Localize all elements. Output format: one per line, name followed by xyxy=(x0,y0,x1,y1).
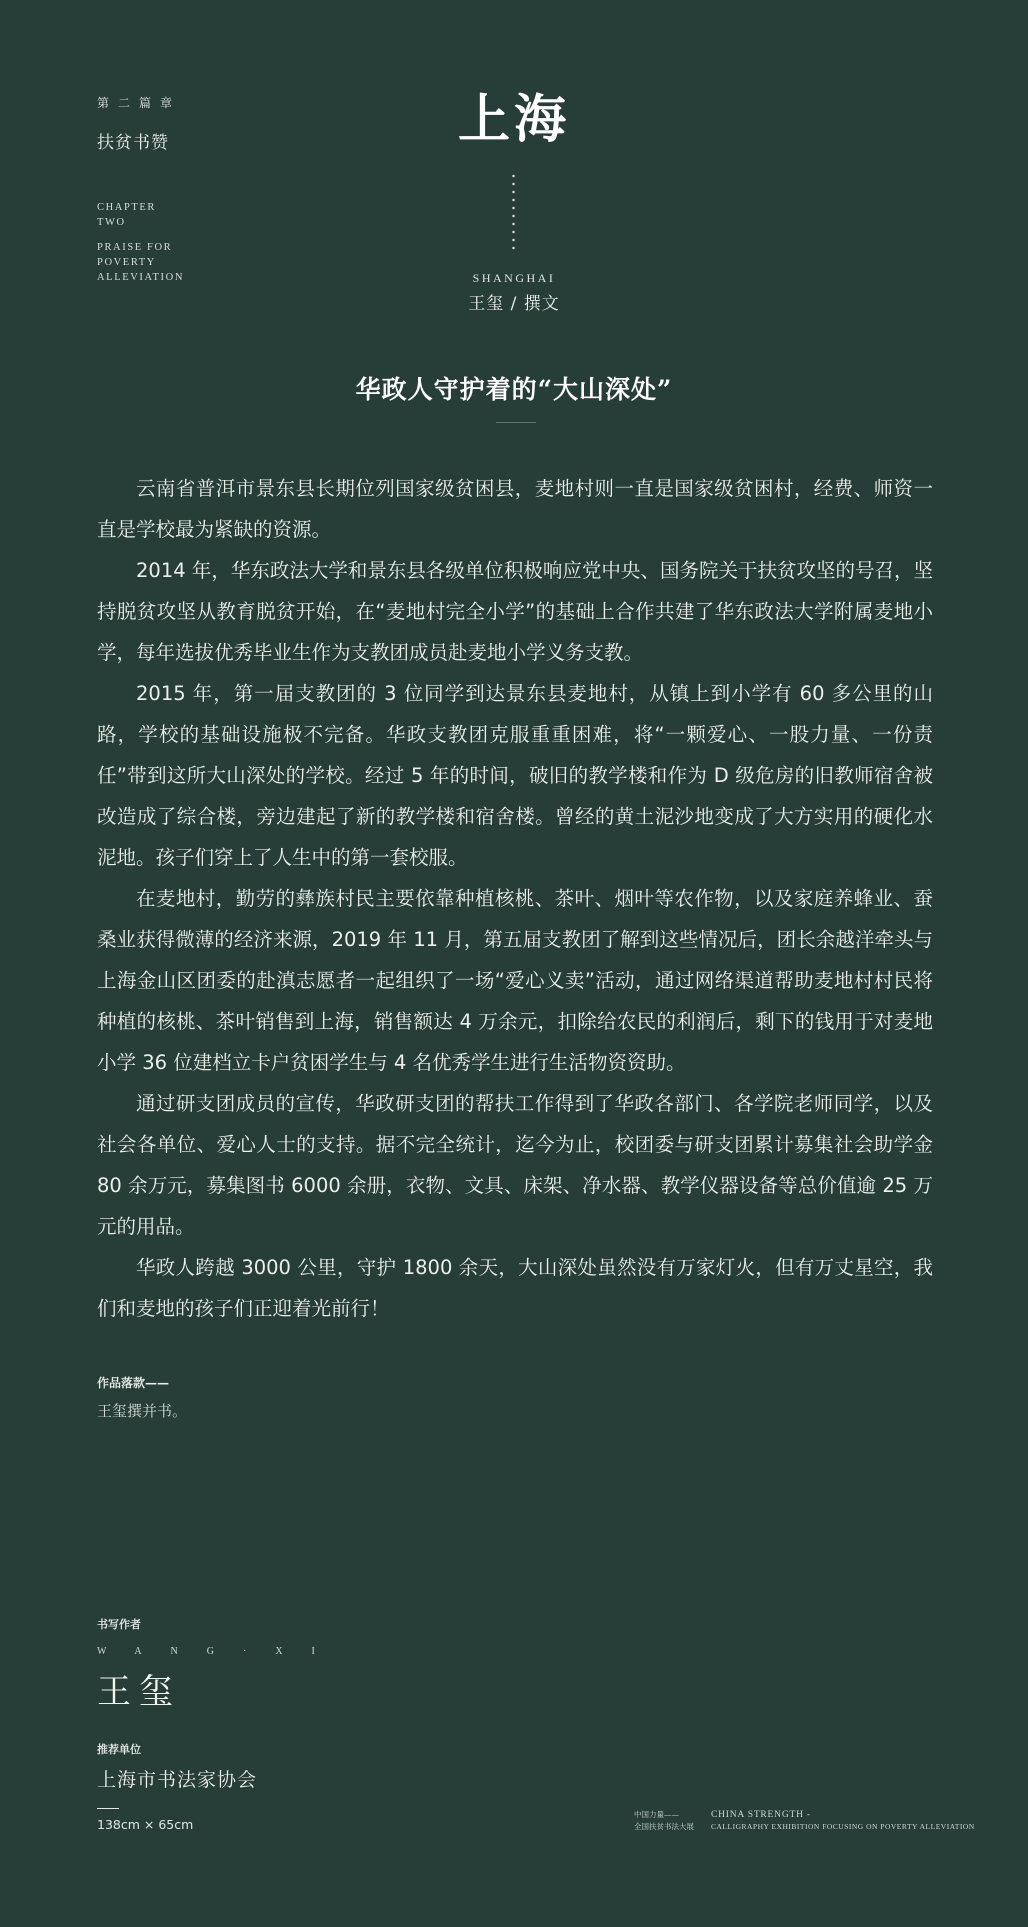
exhibition-logo xyxy=(634,1809,694,1833)
theme-en-line: PRAISE FOR xyxy=(97,242,173,253)
exhibition-title-line: CHINA STRENGTH - xyxy=(711,1810,811,1820)
chapter-en-line: TWO xyxy=(97,217,126,228)
exhibition-subtitle-line: CALLIGRAPHY EXHIBITION FOCUSING ON POVERTY ALLEVIATION xyxy=(711,1822,975,1831)
article-paragraph: 2015 年，第一届支教团的 3 位同学到达景东县麦地村，从镇上到小学有 60 多公里的山路，学校的基础设施极不完备。华政支教团克服重重困难，将“一颗爱心、一股力量、一份责任”带到这所大山深处的学校。经过 5 年的时间，破旧的教学楼和作为 D 级危房的旧教师宿舍被改造成了综合楼，旁边建起了新的教学楼和宿舍楼。曾经的黄土泥沙地变成了大方实用的硬化水泥地。孩子们穿上了人生中的第一套校服。 xyxy=(97,682,933,869)
artwork-dimensions: 138cm × 65cm xyxy=(97,1817,194,1832)
dotted-divider xyxy=(512,172,515,250)
inscription-label: 作品落款—— xyxy=(97,1376,170,1390)
title-divider xyxy=(496,422,536,423)
inscription-text: 王玺撰并书。 xyxy=(97,1402,188,1420)
article-paragraph: 在麦地村，勤劳的彝族村民主要依靠种植核桃、茶叶、烟叶等农作物，以及家庭养蜂业、蚕桑业获得微薄的经济来源，2019 年 11 月，第五届支教团了解到这些情况后，团长余越洋牵头与上海金山区团委的赴滇志愿者一起组织了一场“爱心义卖”活动，通过网络渠道帮助麦地村村民将种植的核桃、茶叶销售到上海，销售额达 4 万余元，扣除给农民的利润后，剩下的钱用于对麦地小学 36 位建档立卡户贫困学生与 4 名优秀学生进行生活物资资助。 xyxy=(97,887,933,1074)
writer-name-english: WANG·XI xyxy=(97,1646,344,1657)
recommend-label: 推荐单位 xyxy=(97,1743,141,1756)
chapter-number: 第二篇章 xyxy=(97,96,182,110)
article-paragraph: 云南省普洱市景东县长期位列国家级贫困县，麦地村则一直是国家级贫困村，经费、师资一直是学校最为紧缺的资源。 xyxy=(97,477,933,541)
exhibition-logo-line: 全国扶贫书法大展 xyxy=(634,1822,694,1831)
chapter-en-line: CHAPTER xyxy=(97,202,157,213)
theme-en-line: ALLEVIATION xyxy=(97,272,184,283)
city-english: SHANGHAI xyxy=(472,271,556,285)
dimensions-divider xyxy=(97,1808,119,1809)
exhibition-title-english xyxy=(711,1809,975,1833)
recommending-organization: 上海市书法家协会 xyxy=(97,1769,258,1791)
theme-en-line: POVERTY xyxy=(97,257,156,268)
exhibition-logo-line: 中国力量—— xyxy=(634,1810,679,1819)
writer-name: 王玺 xyxy=(97,1672,181,1712)
article-body xyxy=(97,468,933,1329)
writer-label: 书写作者 xyxy=(97,1618,141,1631)
chapter-subtitle: 扶贫书赞 xyxy=(97,133,169,153)
article-paragraph: 2014 年，华东政法大学和景东县各级单位积极响应党中央、国务院关于扶贫攻坚的号召，坚持脱贫攻坚从教育脱贫开始，在“麦地村完全小学”的基础上合作共建了华东政法大学附属麦地小学，每年选拔优秀毕业生作为支教团成员赴麦地小学义务支教。 xyxy=(97,559,933,664)
city-title: 上海 xyxy=(457,89,570,150)
article-paragraph: 通过研支团成员的宣传，华政研支团的帮扶工作得到了华政各部门、各学院老师同学，以及社会各单位、爱心人士的支持。据不完全统计，迄今为止，校团委与研支团累计募集社会助学金 80 余万元，募集图书 6000 余册，衣物、文具、床架、净水器、教学仪器设备等总价值逾 25 万元的用品。 xyxy=(97,1092,933,1238)
article-paragraph: 华政人跨越 3000 公里，守护 1800 余天，大山深处虽然没有万家灯火，但有万丈星空，我们和麦地的孩子们正迎着光前行！ xyxy=(97,1256,933,1320)
chapter-en-block xyxy=(97,200,156,230)
article-title: 华政人守护着的“大山深处” xyxy=(355,375,673,404)
author-byline: 王玺 / 撰文 xyxy=(468,294,560,314)
